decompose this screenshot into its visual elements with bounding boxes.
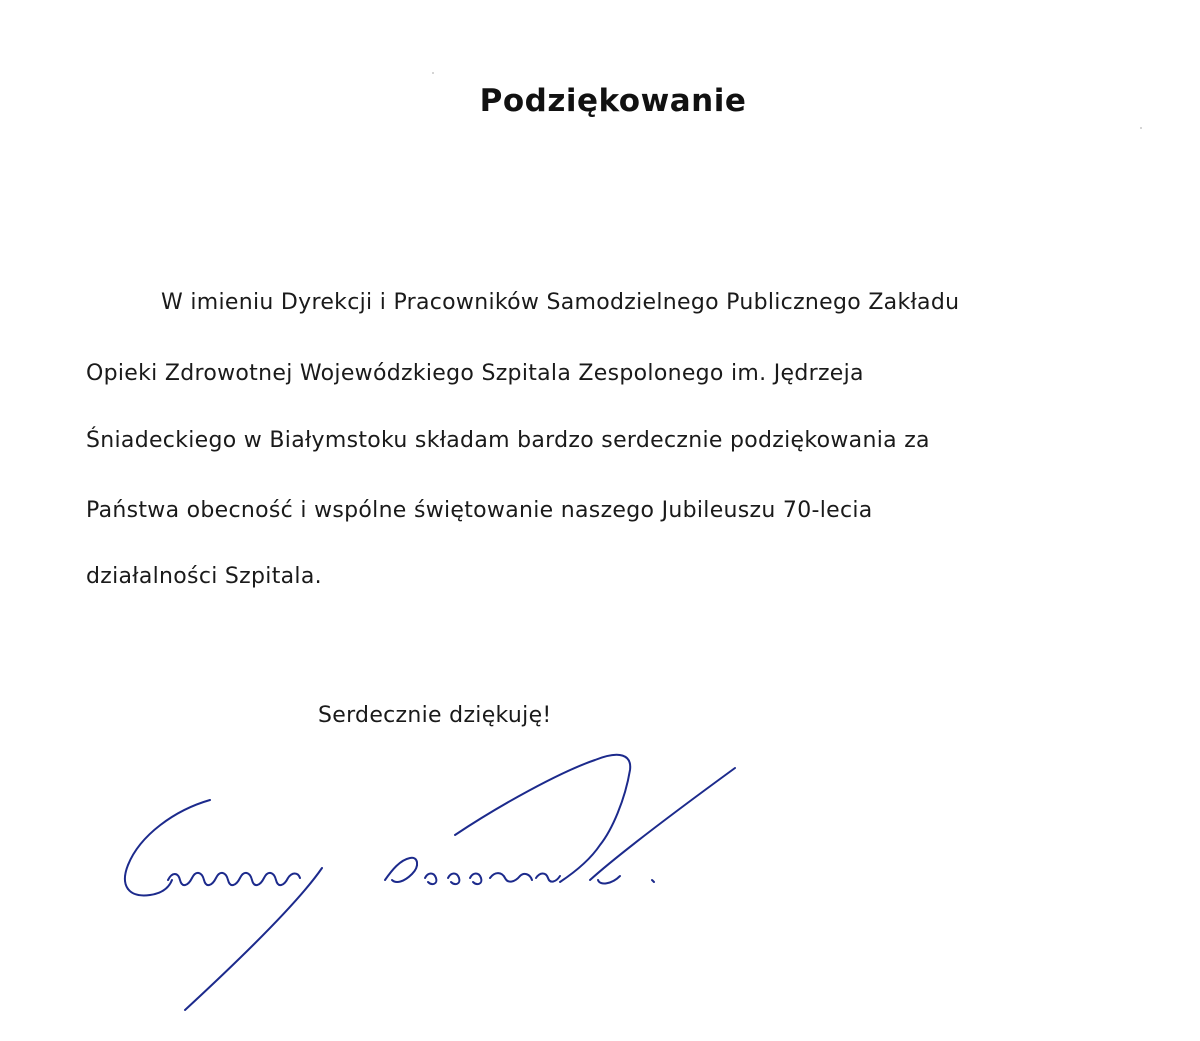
paragraph-line: działalności Szpitala. — [86, 564, 322, 589]
paragraph-line: W imieniu Dyrekcji i Pracowników Samodzielnego Publicznego Zakładu — [161, 290, 960, 315]
letter-title: Podziękowanie — [479, 83, 747, 119]
closing-phrase: Serdecznie dziękuję! — [318, 703, 552, 728]
paragraph-line: Państwa obecność i wspólne świętowanie naszego Jubileuszu 70-lecia — [86, 498, 873, 523]
paper-speck — [432, 72, 434, 74]
paragraph-line: Opieki Zdrowotnej Wojewódzkiego Szpitala Zespolonego im. Jędrzeja — [86, 361, 864, 386]
paragraph-line: Śniadeckiego w Białymstoku składam bardzo serdecznie podziękowania za — [86, 428, 930, 453]
paper-speck — [1140, 127, 1142, 129]
